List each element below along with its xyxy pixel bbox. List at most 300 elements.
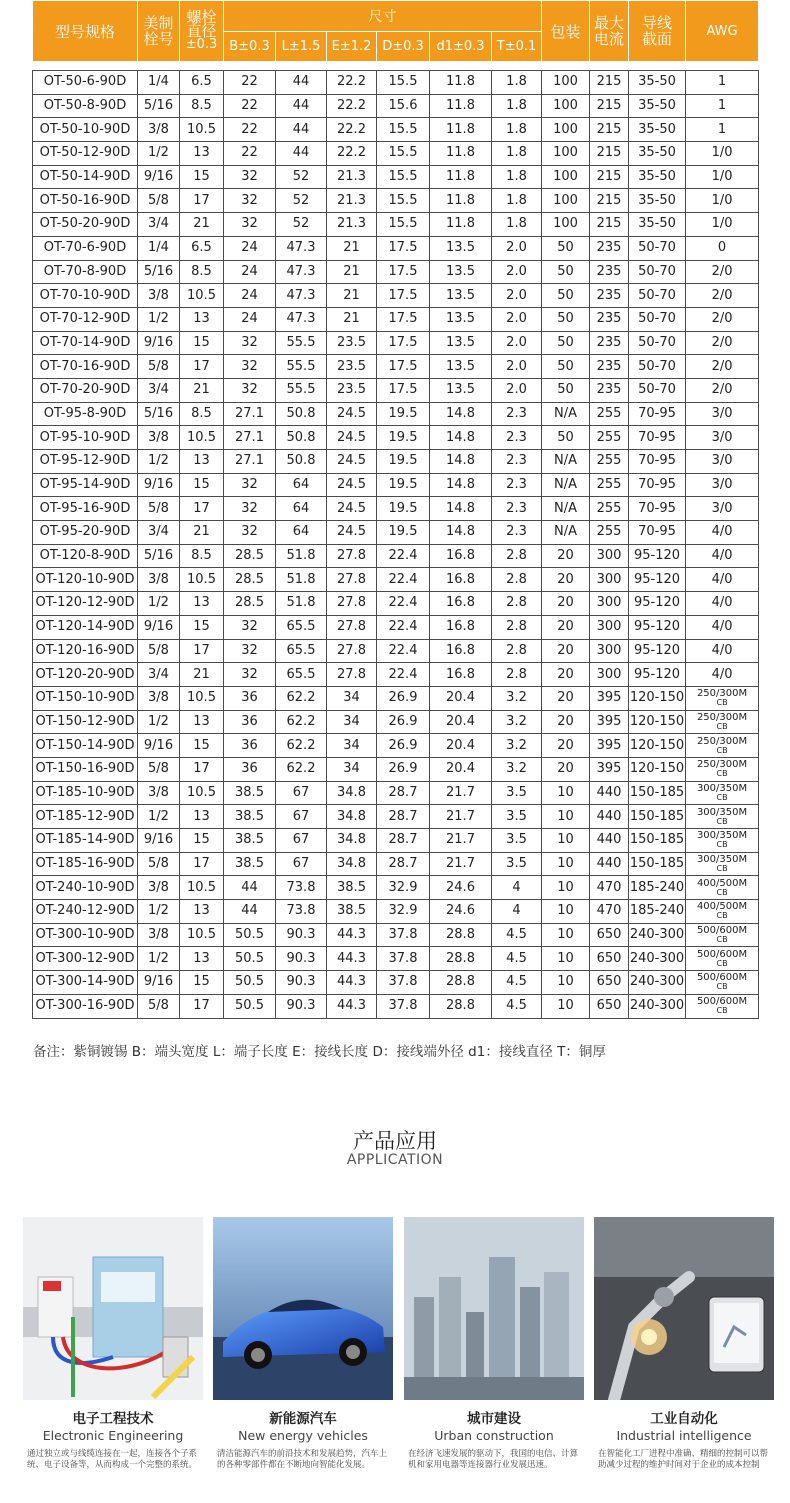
cell-d: 37.8 [377,947,430,971]
cell-awg: 2/0 [686,355,759,379]
cell-b: 50.5 [224,947,276,971]
cell-d: 22.4 [377,615,430,639]
cell-d1: 24.6 [430,900,492,924]
cell-pack: 10 [542,829,590,853]
cell-d1: 28.8 [430,994,492,1018]
cell-wire-section: 70-95 [629,402,686,426]
cell-b: 24 [224,260,276,284]
cell-us-stud: 5/16 [138,544,180,568]
table-row [33,355,759,379]
header-max-current [590,1,629,62]
cell-pack: 20 [542,615,590,639]
cell-max-current: 255 [590,450,629,474]
awg-suffix: CB [716,1006,728,1016]
cell-model: OT-70-10-90D [33,284,138,308]
cell-t: 3.5 [492,852,542,876]
cell-wire-section: 240-300 [629,923,686,947]
app-card-electronic [23,1217,203,1471]
cell-e: 44.3 [327,994,377,1018]
cell-model: OT-150-10-90D [33,686,138,710]
cell-l: 67 [276,829,327,853]
cell-max-current: 395 [590,686,629,710]
cell-max-current: 470 [590,900,629,924]
cell-d1: 13.5 [430,331,492,355]
header-bolt-line1: 螺栓 [186,8,217,26]
cell-d1: 13.5 [430,236,492,260]
cell-wire-section: 120-150 [629,734,686,758]
awg-value: 250/300M [696,759,748,771]
cell-t: 2.8 [492,592,542,616]
cell-model: OT-120-8-90D [33,544,138,568]
cell-l: 44 [276,94,327,118]
awg-suffix: CB [716,769,728,779]
cell-model: OT-50-6-90D [33,71,138,95]
cell-awg: 3/0 [686,473,759,497]
cell-awg [686,734,759,758]
cell-bolt-dia: 6.5 [180,71,224,95]
cell-bolt-dia: 17 [180,497,224,521]
cell-awg [686,900,759,924]
cell-b: 24 [224,236,276,260]
cell-max-current: 215 [590,94,629,118]
cell-bolt-dia: 10.5 [180,876,224,900]
urban-construction-image [404,1217,584,1400]
cell-us-stud: 5/8 [138,355,180,379]
cell-wire-section: 50-70 [629,331,686,355]
table-row [33,781,759,805]
cell-model: OT-70-8-90D [33,260,138,284]
cell-e: 44.3 [327,923,377,947]
cell-d1: 21.7 [430,829,492,853]
cell-b: 32 [224,331,276,355]
cell-pack: N/A [542,402,590,426]
cell-d1: 16.8 [430,568,492,592]
table-row [33,473,759,497]
cell-us-stud: 3/4 [138,378,180,402]
cell-us-stud: 9/16 [138,473,180,497]
cell-l: 62.2 [276,710,327,734]
cell-wire-section: 95-120 [629,663,686,687]
cell-t: 1.8 [492,118,542,142]
cell-t: 1.8 [492,213,542,237]
cell-us-stud: 9/16 [138,165,180,189]
cell-bolt-dia: 10.5 [180,118,224,142]
cell-wire-section: 150-185 [629,781,686,805]
awg-value: 400/500M [696,877,748,889]
cell-e: 22.2 [327,118,377,142]
cell-l: 47.3 [276,236,327,260]
cell-l: 64 [276,473,327,497]
cell-awg [686,757,759,781]
cell-e: 34.8 [327,781,377,805]
cell-model: OT-70-16-90D [33,355,138,379]
cell-t: 2.0 [492,355,542,379]
cell-e: 22.2 [327,71,377,95]
awg-suffix: CB [716,911,728,921]
cell-model: OT-70-12-90D [33,307,138,331]
cell-pack: N/A [542,497,590,521]
cell-pack: 50 [542,331,590,355]
cell-model: OT-150-16-90D [33,757,138,781]
cell-d: 28.7 [377,781,430,805]
cell-t: 2.0 [492,284,542,308]
cell-wire-section: 70-95 [629,521,686,545]
header-pack: 包装 [542,1,590,62]
cell-max-current: 440 [590,829,629,853]
cell-wire-section: 50-70 [629,378,686,402]
cell-wire-section: 35-50 [629,213,686,237]
cell-t: 2.0 [492,307,542,331]
cell-bolt-dia: 13 [180,710,224,734]
cell-us-stud: 5/16 [138,94,180,118]
cell-model: OT-120-16-90D [33,639,138,663]
cell-d: 32.9 [377,900,430,924]
table-row [33,734,759,758]
cell-e: 21.3 [327,213,377,237]
cell-max-current: 235 [590,236,629,260]
cell-bolt-dia: 8.5 [180,260,224,284]
cell-d: 32.9 [377,876,430,900]
cell-d1: 13.5 [430,378,492,402]
cell-t: 2.3 [492,426,542,450]
cell-pack: 100 [542,142,590,166]
app-card-electronic-en: Electronic Engineering [42,1428,184,1443]
cell-d: 15.5 [377,189,430,213]
cell-us-stud: 9/16 [138,331,180,355]
cell-max-current: 300 [590,568,629,592]
cell-awg: 0 [686,236,759,260]
cell-us-stud: 3/4 [138,213,180,237]
cell-l: 64 [276,521,327,545]
awg-suffix: CB [716,840,728,850]
awg-value: 300/350M [696,806,748,818]
industrial-automation-image [594,1217,774,1400]
cell-us-stud: 3/8 [138,923,180,947]
app-card-urban-cn: 城市建设 [467,1411,521,1427]
cell-e: 22.2 [327,94,377,118]
cell-d1: 14.8 [430,473,492,497]
cell-bolt-dia: 13 [180,307,224,331]
cell-model: OT-240-10-90D [33,876,138,900]
cell-d: 37.8 [377,971,430,995]
cell-d: 19.5 [377,521,430,545]
cell-pack: 10 [542,923,590,947]
table-row [33,94,759,118]
cell-max-current: 255 [590,521,629,545]
cell-l: 50.8 [276,402,327,426]
app-card-electronic-desc: 通过独立或与线缆连接在一起，连接各个子系统、电子设备等，从而构成一个完整的系统。 [27,1449,198,1470]
cell-d: 22.4 [377,544,430,568]
cell-max-current: 470 [590,876,629,900]
cell-us-stud: 5/8 [138,497,180,521]
cell-d1: 11.8 [430,213,492,237]
cell-pack: 20 [542,544,590,568]
cell-max-current: 395 [590,710,629,734]
cell-bolt-dia: 15 [180,829,224,853]
cell-e: 21 [327,260,377,284]
cell-l: 90.3 [276,994,327,1018]
cell-us-stud: 1/2 [138,142,180,166]
cell-l: 47.3 [276,284,327,308]
header-wire-section-text: 导线截面 [642,14,673,48]
footnote: 备注：紫铜镀锡 B：端头宽度 L：端子长度 E：接线长度 D：接线端外径 d1：接线直径 T：铜厚 [33,1044,606,1060]
table-row [33,71,759,95]
header-dim-l: L±1.5 [276,32,327,62]
cell-b: 28.5 [224,544,276,568]
cell-max-current: 650 [590,947,629,971]
cell-t: 1.8 [492,142,542,166]
cell-b: 32 [224,378,276,402]
awg-value: 500/600M [696,948,748,960]
cell-max-current: 300 [590,663,629,687]
cell-bolt-dia: 17 [180,994,224,1018]
cell-awg: 1 [686,118,759,142]
cell-l: 90.3 [276,923,327,947]
cell-us-stud: 9/16 [138,829,180,853]
cell-wire-section: 120-150 [629,757,686,781]
cell-e: 34 [327,757,377,781]
cell-bolt-dia: 21 [180,663,224,687]
cell-pack: 20 [542,686,590,710]
cell-max-current: 235 [590,331,629,355]
cell-bolt-dia: 13 [180,592,224,616]
cell-d: 17.5 [377,307,430,331]
cell-model: OT-185-12-90D [33,805,138,829]
cell-wire-section: 95-120 [629,568,686,592]
cell-d1: 16.8 [430,592,492,616]
cell-e: 27.8 [327,639,377,663]
cell-pack: 20 [542,710,590,734]
cell-d: 15.6 [377,94,430,118]
awg-suffix: CB [716,887,728,897]
cell-us-stud: 5/8 [138,639,180,663]
cell-model: OT-95-16-90D [33,497,138,521]
cell-l: 51.8 [276,592,327,616]
cell-model: OT-120-14-90D [33,615,138,639]
cell-awg: 2/0 [686,307,759,331]
cell-b: 32 [224,355,276,379]
cell-awg [686,852,759,876]
cell-t: 4 [492,900,542,924]
awg-value: 500/600M [696,925,748,937]
cell-b: 22 [224,71,276,95]
cell-e: 34.8 [327,852,377,876]
cell-model: OT-50-16-90D [33,189,138,213]
cell-d: 19.5 [377,497,430,521]
cell-us-stud: 3/8 [138,118,180,142]
table-row [33,260,759,284]
cell-t: 1.8 [492,189,542,213]
cell-max-current: 235 [590,355,629,379]
cell-max-current: 650 [590,994,629,1018]
app-card-vehicle-desc: 清洁能源汽车的前沿技术和发展趋势，汽车上的各种零部件都在不断地向智能化发展。 [217,1449,388,1470]
cell-t: 2.8 [492,639,542,663]
cell-e: 21.3 [327,189,377,213]
cell-t: 2.3 [492,450,542,474]
cell-us-stud: 3/4 [138,663,180,687]
cell-bolt-dia: 21 [180,378,224,402]
cell-d: 17.5 [377,260,430,284]
cell-max-current: 440 [590,781,629,805]
cell-t: 2.0 [492,378,542,402]
cell-model: OT-50-20-90D [33,213,138,237]
cell-bolt-dia: 8.5 [180,94,224,118]
cell-wire-section: 240-300 [629,971,686,995]
cell-wire-section: 185-240 [629,900,686,924]
table-row [33,639,759,663]
cell-wire-section: 70-95 [629,426,686,450]
cell-e: 27.8 [327,663,377,687]
cell-wire-section: 50-70 [629,260,686,284]
cell-t: 2.3 [492,521,542,545]
cell-d1: 13.5 [430,284,492,308]
cell-b: 38.5 [224,852,276,876]
cell-max-current: 650 [590,923,629,947]
table-row [33,450,759,474]
cell-awg: 3/0 [686,426,759,450]
awg-value: 300/350M [696,854,748,866]
cell-d1: 20.4 [430,710,492,734]
cell-wire-section: 50-70 [629,355,686,379]
cell-d: 22.4 [377,592,430,616]
cell-pack: 10 [542,876,590,900]
table-row [33,686,759,710]
awg-suffix: CB [716,721,728,731]
awg-suffix: CB [716,698,728,708]
cell-t: 3.5 [492,781,542,805]
cell-awg [686,876,759,900]
cell-model: OT-120-12-90D [33,592,138,616]
cell-max-current: 215 [590,118,629,142]
cell-t: 2.3 [492,402,542,426]
cell-us-stud: 1/2 [138,592,180,616]
cell-d: 37.8 [377,923,430,947]
cell-d: 22.4 [377,663,430,687]
cell-us-stud: 1/2 [138,710,180,734]
cell-b: 50.5 [224,971,276,995]
cell-d1: 16.8 [430,663,492,687]
cell-b: 32 [224,213,276,237]
cell-pack: 20 [542,734,590,758]
new-energy-vehicle-image [213,1217,393,1400]
cell-b: 22 [224,94,276,118]
cell-d: 26.9 [377,734,430,758]
header-us-stud [138,1,180,62]
cell-l: 62.2 [276,686,327,710]
cell-t: 4.5 [492,947,542,971]
cell-awg [686,686,759,710]
cell-pack: 100 [542,71,590,95]
app-card-vehicle [213,1217,393,1471]
cell-t: 1.8 [492,165,542,189]
cell-bolt-dia: 17 [180,189,224,213]
cell-d: 17.5 [377,378,430,402]
cell-e: 27.8 [327,592,377,616]
header-dim-b: B±0.3 [224,32,276,62]
app-card-urban-en: Urban construction [434,1428,554,1443]
cell-d1: 16.8 [430,639,492,663]
cell-d1: 14.8 [430,450,492,474]
table-row [33,307,759,331]
cell-us-stud: 3/8 [138,426,180,450]
cell-model: OT-95-12-90D [33,450,138,474]
cell-b: 24 [224,307,276,331]
cell-l: 44 [276,71,327,95]
cell-bolt-dia: 15 [180,473,224,497]
cell-l: 62.2 [276,734,327,758]
table-row [33,236,759,260]
cell-b: 27.1 [224,426,276,450]
header-max-current-text: 最大电流 [594,14,625,48]
cell-d1: 28.8 [430,947,492,971]
cell-us-stud: 5/8 [138,994,180,1018]
cell-d1: 14.8 [430,426,492,450]
table-row [33,615,759,639]
cell-awg [686,923,759,947]
table-row [33,663,759,687]
app-card-industrial [594,1217,774,1471]
cell-d: 15.5 [377,213,430,237]
cell-e: 34 [327,710,377,734]
cell-model: OT-120-10-90D [33,568,138,592]
cell-b: 36 [224,757,276,781]
cell-t: 4.5 [492,994,542,1018]
cell-us-stud: 1/4 [138,71,180,95]
cell-bolt-dia: 6.5 [180,236,224,260]
awg-value: 500/600M [696,996,748,1008]
header-dim-d: D±0.3 [377,32,430,62]
cell-t: 3.2 [492,757,542,781]
cell-b: 28.5 [224,568,276,592]
cell-bolt-dia: 13 [180,450,224,474]
cell-bolt-dia: 13 [180,900,224,924]
cell-pack: 20 [542,592,590,616]
cell-e: 34.8 [327,829,377,853]
cell-awg: 2/0 [686,331,759,355]
cell-max-current: 235 [590,378,629,402]
table-row [33,118,759,142]
cell-e: 27.8 [327,568,377,592]
awg-value: 250/300M [696,711,748,723]
cell-max-current: 255 [590,426,629,450]
cell-pack: N/A [542,450,590,474]
table-row [33,805,759,829]
table-row [33,994,759,1018]
cell-d: 17.5 [377,331,430,355]
table-row [33,521,759,545]
cell-pack: 50 [542,307,590,331]
cell-model: OT-95-8-90D [33,402,138,426]
cell-d1: 21.7 [430,781,492,805]
cell-max-current: 215 [590,142,629,166]
cell-wire-section: 95-120 [629,544,686,568]
cell-e: 24.5 [327,450,377,474]
awg-suffix: CB [716,935,728,945]
cell-d1: 16.8 [430,544,492,568]
cell-d: 15.5 [377,71,430,95]
cell-model: OT-300-14-90D [33,971,138,995]
cell-model: OT-50-10-90D [33,118,138,142]
cell-d: 15.5 [377,142,430,166]
cell-t: 3.5 [492,805,542,829]
cell-d1: 11.8 [430,94,492,118]
cell-bolt-dia: 15 [180,331,224,355]
table-row [33,426,759,450]
cell-wire-section: 50-70 [629,236,686,260]
cell-b: 38.5 [224,829,276,853]
cell-d: 28.7 [377,805,430,829]
cell-l: 44 [276,118,327,142]
